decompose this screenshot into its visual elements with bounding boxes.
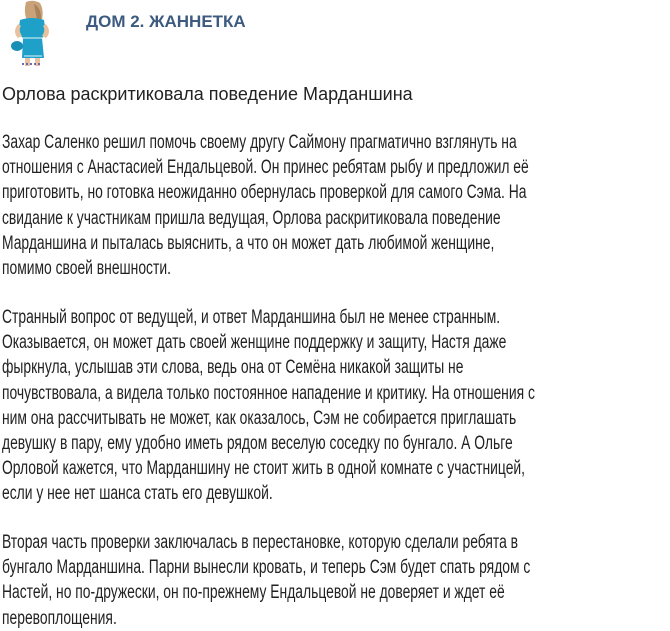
post-paragraph-3 bbox=[2, 530, 659, 631]
text-line: помимо своей внешности. bbox=[2, 258, 171, 280]
text-line: приготовить, но готовка неожиданно обернулась проверкой для самого Сэма. На bbox=[2, 182, 527, 204]
text-line: фыркнула, услышав эти слова, ведь она от Семёна никакой защиты не bbox=[2, 357, 464, 379]
text-line: перевоплощения. bbox=[2, 607, 117, 629]
post-header bbox=[0, 0, 670, 72]
text-line: Настей, но по-дружески, он по-прежнему Ендальцевой не доверяет и ждет её bbox=[2, 582, 505, 604]
text-line: ним она рассчитывать не может, как оказалось, Сэм не собирается приглашать bbox=[2, 407, 517, 429]
text-line: Странный вопрос от ведущей, и ответ Марданшина был не менее странным. bbox=[2, 307, 501, 328]
text-line: Марданшина и пыталась выяснить, а что он может дать любимой женщине, bbox=[2, 232, 495, 254]
text-line: девушку в пару, ему удобно иметь рядом веселую соседку по бунгало. А Ольге bbox=[2, 433, 513, 455]
text-line: почувствовала, а видела только постоянное нападение и критику. На отношения с bbox=[2, 382, 535, 404]
post-paragraph-2 bbox=[2, 305, 659, 507]
post-title: Орлова раскритиковала поведение Марданшина bbox=[2, 84, 413, 104]
text-line: Оказывается, он может дать своей женщине поддержку и защиту, Настя даже bbox=[2, 332, 507, 354]
post-paragraph-1 bbox=[2, 130, 659, 281]
group-name-link[interactable]: ДОМ 2. ЖАННЕТКА bbox=[86, 12, 246, 31]
text-line: Захар Саленко решил помочь своему другу Саймону прагматично взглянуть на bbox=[2, 132, 517, 153]
avatar-girl-icon bbox=[8, 0, 56, 70]
text-line: отношения с Анастасией Ендальцевой. Он принес ребятам рыбу и предложил её bbox=[2, 157, 529, 179]
text-line: Вторая часть проверки заключалась в перестановке, которую сделали ребята в bbox=[2, 532, 519, 553]
text-line: свидание к участникам пришла ведущая, Орлова раскритиковала поведение bbox=[2, 207, 501, 229]
avatar[interactable] bbox=[8, 0, 56, 70]
text-line: бунгало Марданшина. Парни вынесли кровать, и теперь Сэм будет спать рядом с bbox=[2, 557, 531, 579]
text-line: если у нее нет шанса стать его девушкой. bbox=[2, 483, 273, 505]
text-line: Орловой кажется, что Марданшину не стоит жить в одной комнате с участницей, bbox=[2, 458, 526, 480]
